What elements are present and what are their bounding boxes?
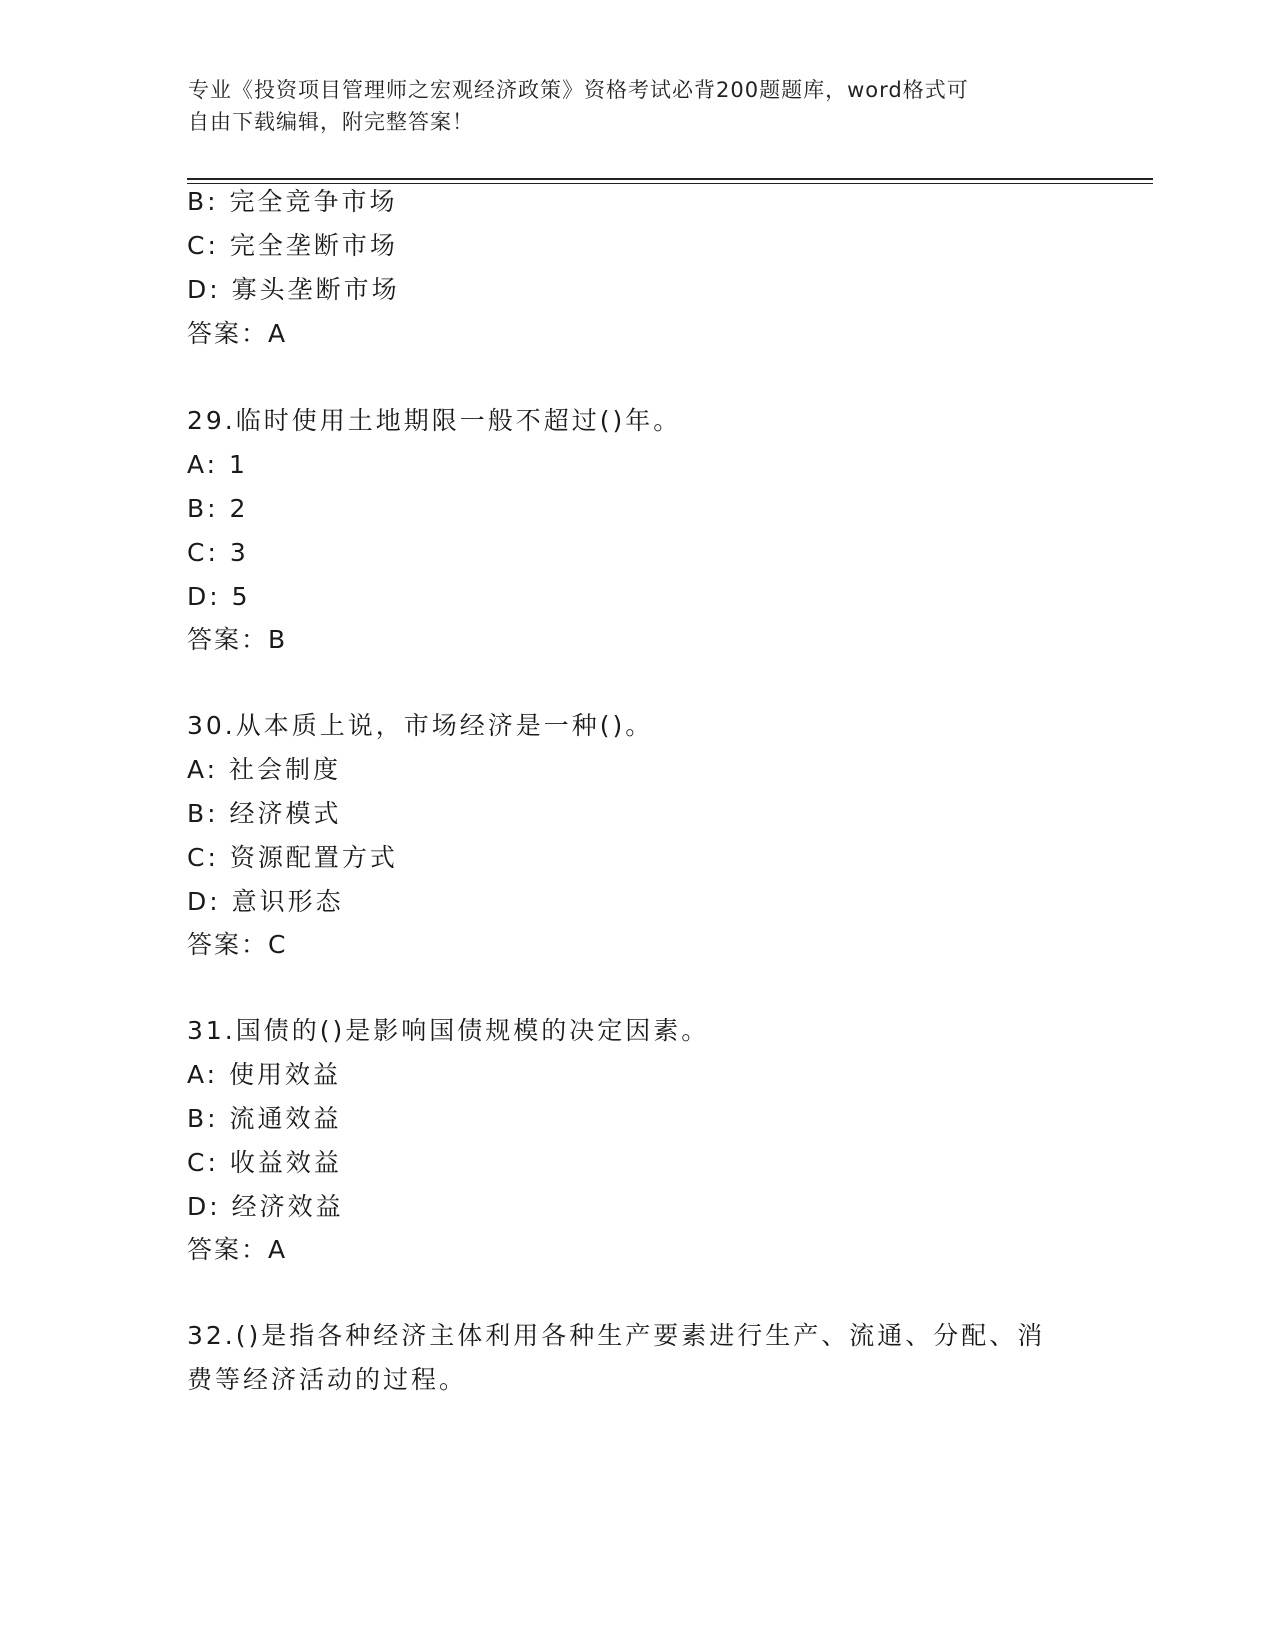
q29-option-c: C: 3 <box>187 538 249 567</box>
q32-question-line-1: 32.()是指各种经济主体利用各种生产要素进行生产、流通、分配、消 <box>187 1321 1046 1350</box>
q29-option-a: A: 1 <box>187 450 248 479</box>
q30-option-a: A: 社会制度 <box>187 755 342 784</box>
q29-answer: 答案：B <box>187 625 288 654</box>
header-line-1: 专业《投资项目管理师之宏观经济政策》资格考试必背200题题库，word格式可 <box>188 78 969 102</box>
header-line-2: 自由下载编辑，附完整答案！ <box>188 110 474 134</box>
q30-question: 30.从本质上说，市场经济是一种()。 <box>187 711 654 740</box>
q32-question-line-2: 费等经济活动的过程。 <box>187 1365 468 1394</box>
q28-option-b: B: 完全竞争市场 <box>187 187 398 216</box>
q30-answer: 答案：C <box>187 930 288 959</box>
header-divider <box>187 178 1153 184</box>
q28-answer: 答案：A <box>187 319 288 348</box>
q29-option-d: D: 5 <box>187 582 251 611</box>
q29-question: 29.临时使用土地期限一般不超过()年。 <box>187 406 682 435</box>
document-header <box>188 74 1088 138</box>
q28-option-c: C: 完全垄断市场 <box>187 231 398 260</box>
q31-option-b: B: 流通效益 <box>187 1104 342 1133</box>
q30-option-b: B: 经济模式 <box>187 799 342 828</box>
q31-answer: 答案：A <box>187 1235 288 1264</box>
q31-question: 31.国债的()是影响国债规模的决定因素。 <box>187 1016 710 1045</box>
q29-option-b: B: 2 <box>187 494 249 523</box>
q31-option-c: C: 收益效益 <box>187 1148 342 1177</box>
q28-option-d: D: 寡头垄断市场 <box>187 275 400 304</box>
q31-option-d: D: 经济效益 <box>187 1192 344 1221</box>
q30-option-c: C: 资源配置方式 <box>187 843 398 872</box>
q31-option-a: A: 使用效益 <box>187 1060 342 1089</box>
q30-option-d: D: 意识形态 <box>187 887 344 916</box>
